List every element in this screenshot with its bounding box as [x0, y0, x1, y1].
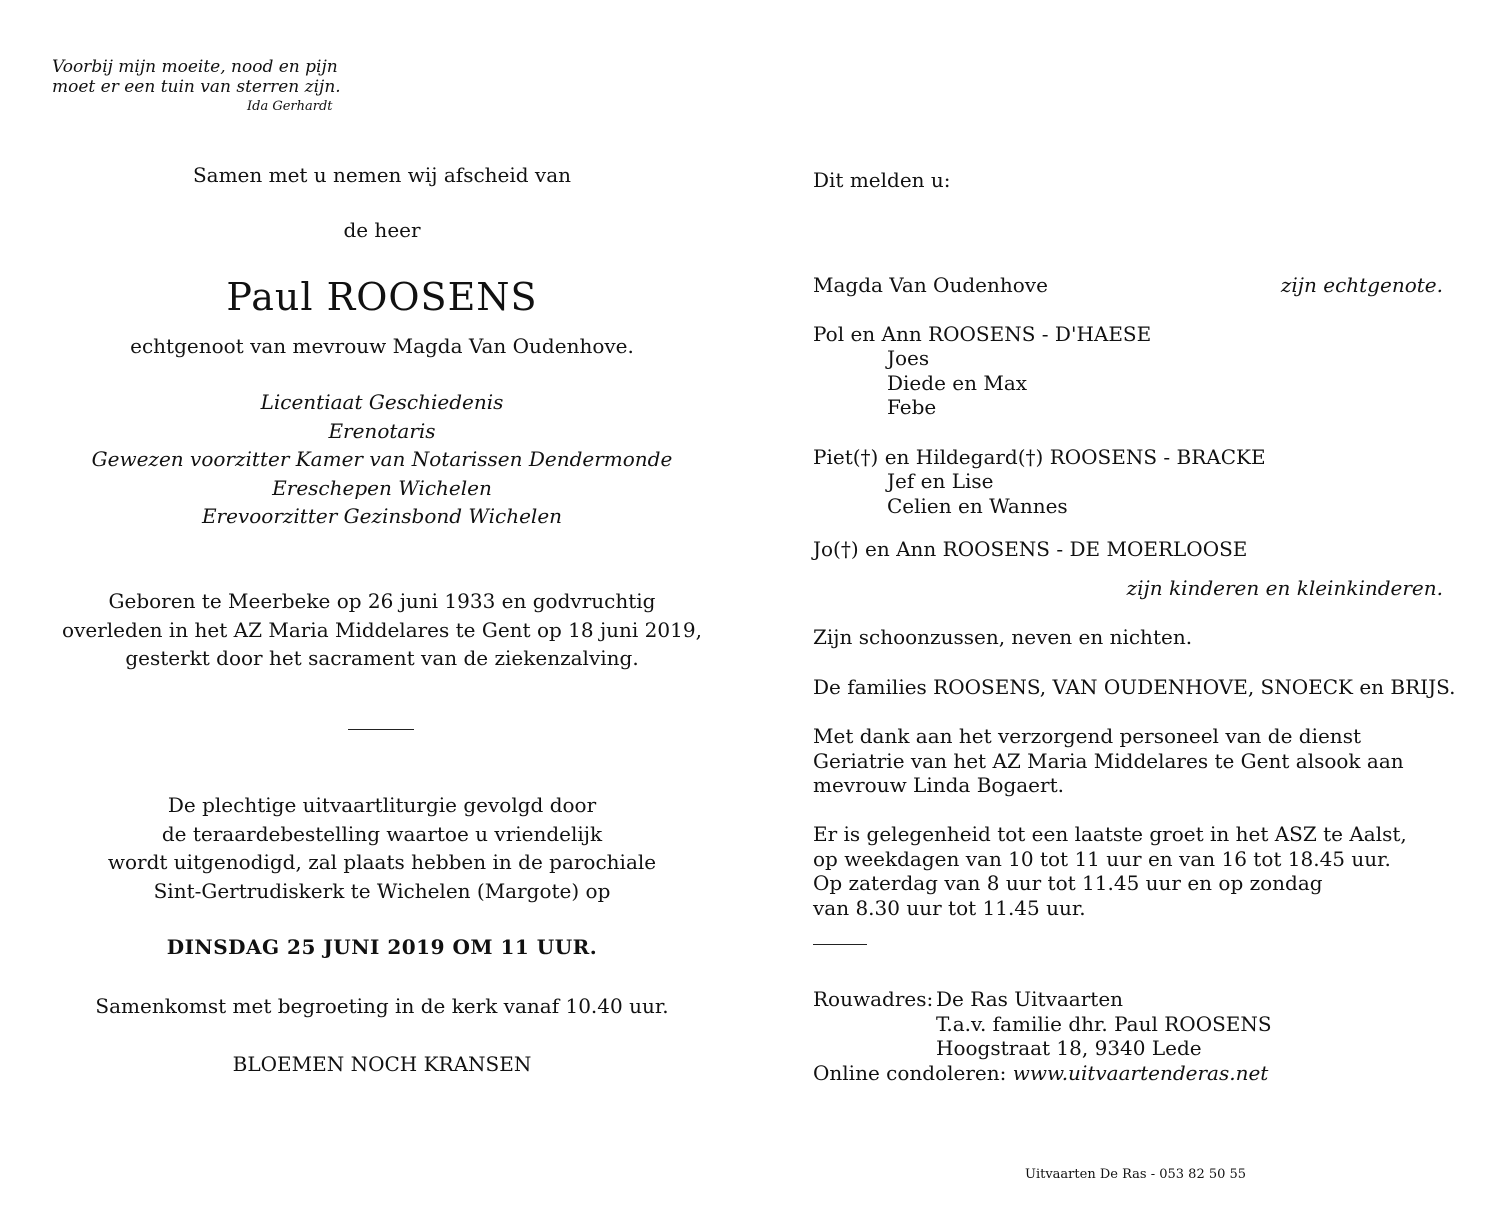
paragraph-line: gesterkt door het sacrament van de ziekenzalving. — [125, 646, 639, 670]
family-children-2 — [887, 469, 1068, 518]
divider — [348, 729, 414, 730]
farewell-intro: Samen met u nemen wij afscheid van — [192, 163, 572, 187]
paragraph-line: Geboren te Meerbeke op 26 juni 1933 en godvruchtig — [108, 589, 656, 613]
footer-contact: Uitvaarten De Ras - 053 82 50 55 — [1025, 1167, 1247, 1182]
funeral-paragraph — [40, 791, 724, 905]
paragraph-line: De plechtige uitvaartliturgie gevolgd door — [167, 793, 597, 817]
family-children-1 — [887, 346, 1027, 420]
family-head-1: Pol en Ann ROOSENS - D'HAESE — [813, 322, 1152, 346]
title-item: Gewezen voorzitter Kamer van Notarissen Dendermonde — [91, 447, 673, 471]
gathering-note: Samenkomst met begroeting in de kerk vanaf 10.40 uur. — [95, 994, 669, 1018]
address-label: Rouwadres: — [813, 987, 934, 1011]
visiting-paragraph — [813, 822, 1407, 920]
divider — [813, 944, 867, 945]
address-line: De Ras Uitvaarten — [936, 987, 1124, 1011]
address-line: Hoogstraat 18, 9340 Lede — [936, 1036, 1202, 1061]
paragraph-line: van 8.30 uur tot 11.45 uur. — [813, 895, 1086, 920]
title-item: Erenotaris — [328, 418, 436, 443]
address-block — [936, 987, 1272, 1061]
child-name: Diede en Max — [887, 370, 1028, 395]
announcement-intro: Dit melden u: — [813, 168, 951, 192]
spouse-relation: zijn echtgenote. — [1280, 273, 1443, 297]
poem-author: Ida Gerhardt — [247, 99, 333, 114]
paragraph-line: Met dank aan het verzorgend personeel van de dienst — [813, 724, 1361, 748]
spouse-name: Magda Van Oudenhove — [813, 273, 1048, 297]
online-label: Online condoleren: — [813, 1061, 1007, 1085]
paragraph-line: wordt uitgenodigd, zal plaats hebben in de parochiale — [107, 850, 657, 874]
child-name: Febe — [887, 395, 937, 420]
online-url-link[interactable]: www.uitvaartenderas.net — [1012, 1061, 1269, 1085]
paragraph-line: Geriatrie van het AZ Maria Middelares te Gent alsook aan — [813, 748, 1404, 773]
paragraph-line: Er is gelegenheid tot een laatste groet in het ASZ te Aalst, — [813, 822, 1407, 846]
paragraph-line: overleden in het AZ Maria Middelares te Gent op 18 juni 2019, — [62, 617, 702, 642]
paragraph-line: Op zaterdag van 8 uur tot 11.45 uur en op zondag — [813, 871, 1323, 896]
spouse-line: echtgenoot van mevrouw Magda Van Oudenhove. — [130, 334, 634, 358]
title-item: Licentiaat Geschiedenis — [260, 390, 504, 414]
child-name: Jef en Lise — [887, 469, 994, 493]
online-condolence — [813, 1061, 1268, 1085]
paragraph-line: mevrouw Linda Bogaert. — [813, 773, 1064, 798]
funeral-date: DINSDAG 25 JUNI 2019 OM 11 UUR. — [166, 935, 598, 959]
poem-line-1: Voorbij mijn moeite, nood en pijn — [52, 57, 338, 77]
children-relation: zijn kinderen en kleinkinderen. — [1126, 576, 1443, 600]
families-line: De families ROOSENS, VAN OUDENHOVE, SNOECK en BRIJS. — [813, 675, 1456, 699]
child-name: Celien en Wannes — [887, 493, 1068, 518]
poem-line-2: moet er een tuin van sterren zijn. — [52, 77, 341, 97]
honorific: de heer — [343, 218, 421, 242]
child-name: Joes — [887, 346, 930, 370]
paragraph-line: de teraardebestelling waartoe u vriendelijk — [161, 821, 603, 846]
flowers-note: BLOEMEN NOCH KRANSEN — [232, 1052, 532, 1076]
titles-list — [40, 388, 724, 531]
paragraph-line: op weekdagen van 10 tot 11 uur en van 16 tot 18.45 uur. — [813, 846, 1391, 871]
family-head-3: Jo(†) en Ann ROOSENS - DE MOERLOOSE — [813, 537, 1248, 561]
inlaws-line: Zijn schoonzussen, neven en nichten. — [813, 625, 1193, 649]
address-line: T.a.v. familie dhr. Paul ROOSENS — [936, 1011, 1272, 1036]
title-item: Ereschepen Wichelen — [272, 475, 492, 500]
paragraph-line: Sint-Gertrudiskerk te Wichelen (Margote) op — [153, 878, 611, 903]
birth-death-paragraph — [40, 587, 724, 673]
thanks-paragraph — [813, 724, 1404, 798]
title-item: Erevoorzitter Gezinsbond Wichelen — [201, 504, 563, 528]
deceased-name: Paul ROOSENS — [226, 275, 538, 319]
family-head-2: Piet(†) en Hildegard(†) ROOSENS - BRACKE — [813, 445, 1266, 469]
